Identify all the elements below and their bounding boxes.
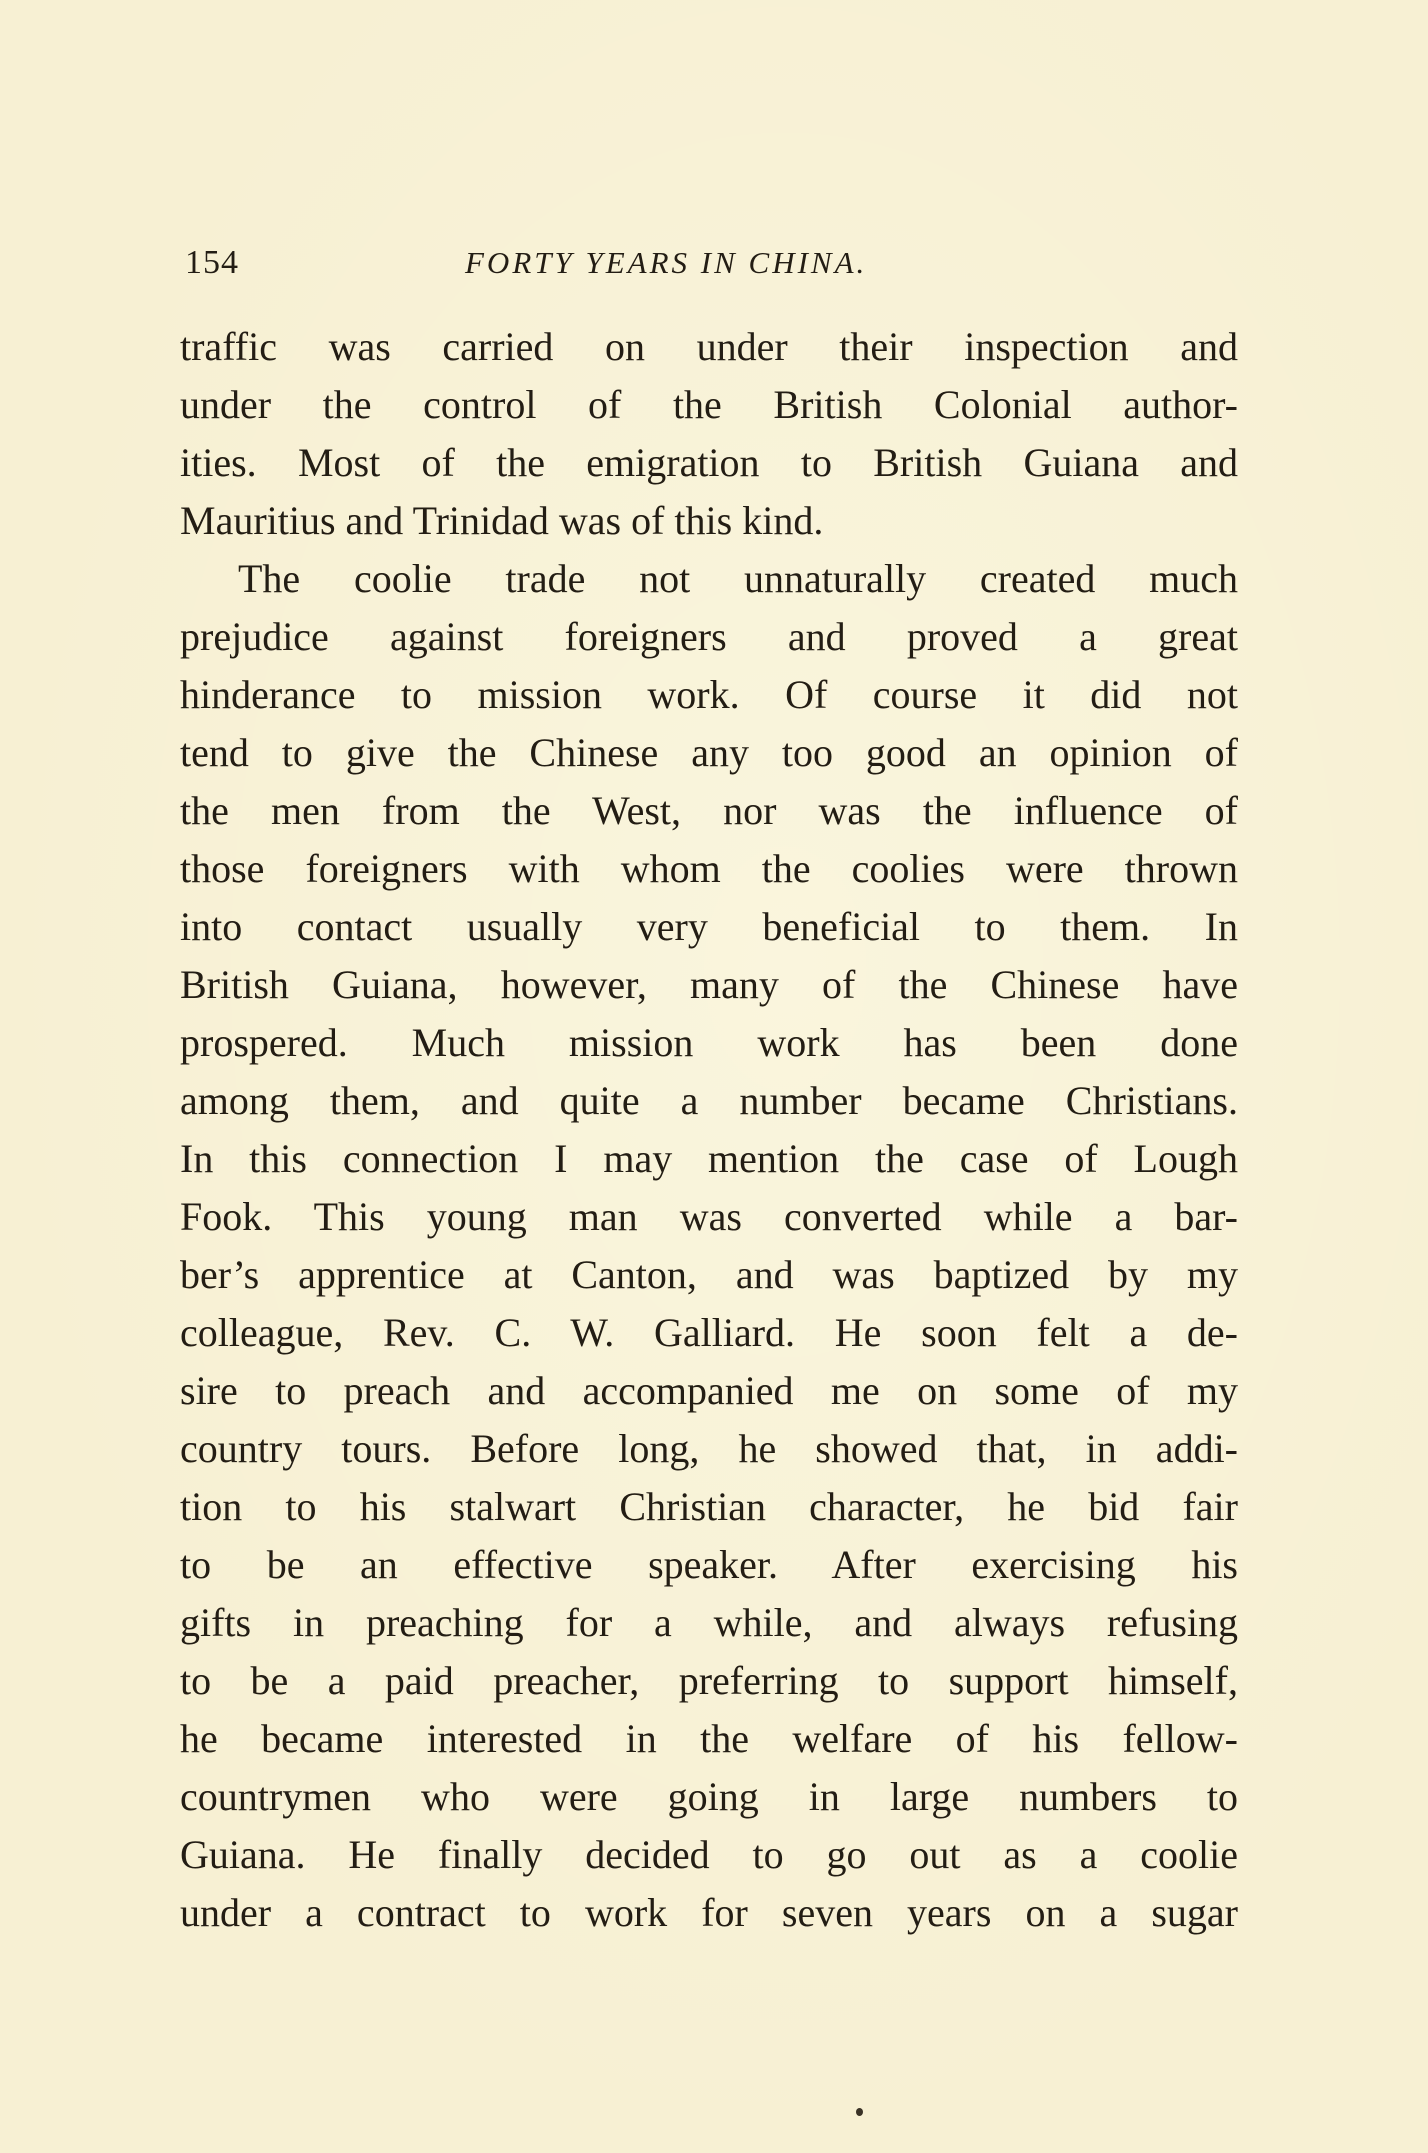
text-line: colleague, Rev. C. W. Galliard. He soon felt a de- <box>180 1310 1238 1355</box>
text-line: Guiana. He finally decided to go out as a coolie <box>180 1832 1238 1877</box>
body-text <box>180 318 1238 1942</box>
text-line: among them, and quite a number became Christians. <box>180 1078 1238 1123</box>
text-line: tend to give the Chinese any too good an opinion of <box>180 730 1238 775</box>
page-header <box>185 238 1235 288</box>
text-line: ber’s apprentice at Canton, and was baptized by my <box>180 1252 1238 1297</box>
text-line: tion to his stalwart Christian character, he bid fair <box>180 1484 1238 1529</box>
text-line: to be an effective speaker. After exercising his <box>180 1542 1238 1587</box>
text-line: British Guiana, however, many of the Chinese have <box>180 962 1238 1007</box>
text-line: under a contract to work for seven years on a sugar <box>180 1890 1238 1935</box>
ink-speck <box>856 2108 863 2116</box>
text-line: into contact usually very beneficial to them. In <box>180 904 1238 949</box>
text-line: traffic was carried on under their inspection and <box>180 324 1238 369</box>
text-line: countrymen who were going in large numbers to <box>180 1774 1238 1819</box>
text-line: to be a paid preacher, preferring to support himself, <box>180 1658 1238 1703</box>
text-line: Fook. This young man was converted while a bar- <box>180 1194 1238 1239</box>
page-number: 154 <box>185 244 239 281</box>
text-line: he became interested in the welfare of his fellow- <box>180 1716 1238 1761</box>
text-line: prospered. Much mission work has been done <box>180 1020 1238 1065</box>
text-line: the men from the West, nor was the influence of <box>180 788 1238 833</box>
text-line: Mauritius and Trinidad was of this kind. <box>180 498 824 543</box>
text-line: ities. Most of the emigration to British Guiana and <box>180 440 1238 485</box>
text-line: In this connection I may mention the case of Lough <box>180 1136 1238 1181</box>
text-line: The coolie trade not unnaturally created much <box>238 556 1238 601</box>
text-line: gifts in preaching for a while, and always refusing <box>180 1600 1238 1645</box>
text-line: country tours. Before long, he showed that, in addi- <box>180 1426 1238 1471</box>
text-line: under the control of the British Colonial author- <box>180 382 1238 427</box>
text-line: sire to preach and accompanied me on some of my <box>180 1368 1238 1413</box>
running-title: FORTY YEARS IN CHINA. <box>465 245 868 280</box>
text-line: prejudice against foreigners and proved a great <box>180 614 1238 659</box>
text-line: those foreigners with whom the coolies were thrown <box>180 846 1238 891</box>
text-line: hinderance to mission work. Of course it did not <box>180 672 1238 717</box>
